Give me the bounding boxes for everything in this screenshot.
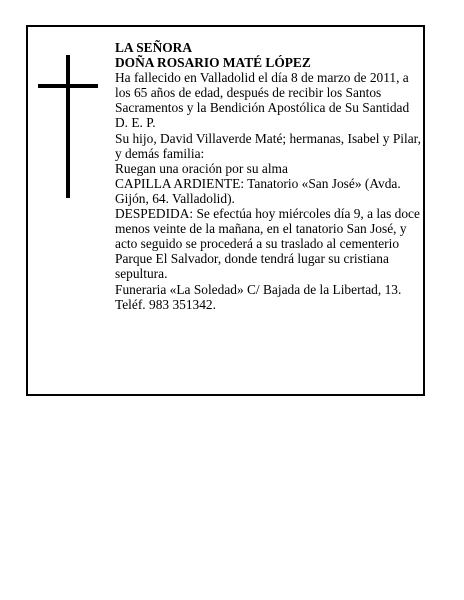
farewell-info: DESPEDIDA: Se efectúa hoy miércoles día 9, a las doce menos veinte de la mañana, en el tanatorio San José, y acto seguido se procederá a su traslado al cementerio Parque El Salvador, donde tendrá lugar su cristiana sepultura. (115, 206, 420, 282)
notice-text (115, 40, 421, 312)
prayer-request: Ruegan una oración por su alma (115, 160, 288, 176)
deceased-name: DOÑA ROSARIO MATÉ LÓPEZ (115, 55, 311, 71)
cross-icon (38, 55, 98, 198)
cross-horizontal-bar (38, 84, 98, 88)
cross-vertical-bar (66, 55, 70, 198)
obituary-notice (26, 25, 425, 396)
chapel-info: CAPILLA ARDIENTE: Tanatorio «San José» (Avda. Gijón, 64. Valladolid). (115, 175, 401, 206)
death-announcement: Ha fallecido en Valladolid el día 8 de marzo de 2011, a los 65 años de edad, después de recibir los Santos Sacramentos y la Bendición Apostólica de Su Santidad D. E. P. (115, 70, 410, 131)
funeral-home-info: Funeraria «La Soledad» C/ Bajada de la Libertad, 13. Teléf. 983 351342. (115, 281, 402, 312)
family-members: Su hijo, David Villaverde Maté; hermanas, Isabel y Pilar, y demás familia: (115, 130, 421, 161)
notice-heading-title: LA SEÑORA (115, 40, 193, 55)
